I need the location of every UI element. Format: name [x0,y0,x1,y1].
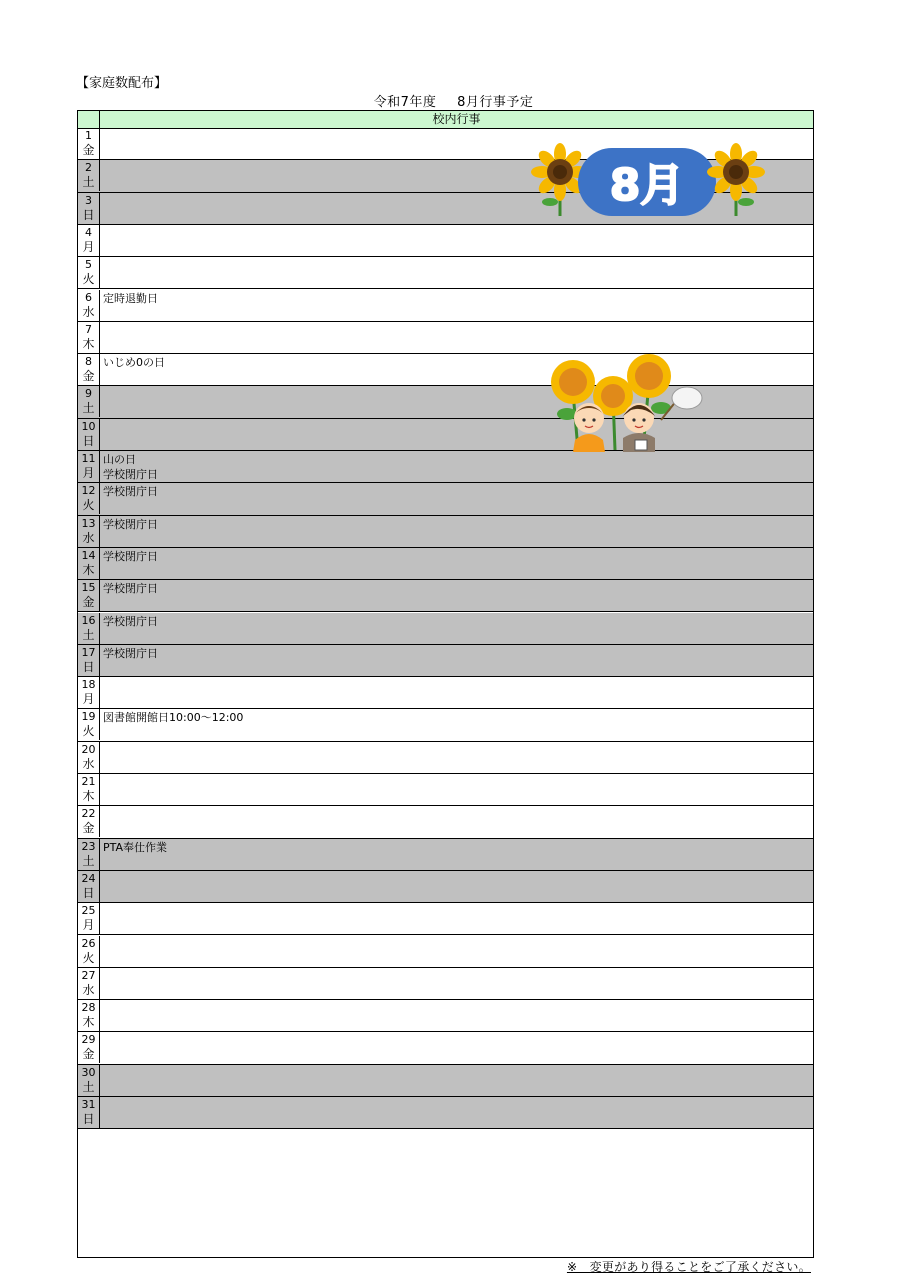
day-row [78,580,813,612]
weekday-label: 月 [82,692,95,707]
date-cell [78,645,100,676]
weekday-label: 水 [82,982,95,997]
event-cell: 学校閉庁日 [103,614,158,628]
day-row [78,871,813,903]
day-number: 2 [85,161,92,175]
day-row [78,1032,813,1064]
weekday-label: 日 [82,207,95,222]
day-number: 28 [81,1001,96,1015]
event-cell: 学校閉庁日 [103,549,158,563]
month-badge-text: 8月 [609,160,685,211]
weekday-label: 水 [82,756,95,771]
day-row [78,613,813,645]
day-row [78,483,813,515]
weekday-label: 日 [82,659,95,674]
day-row [78,290,813,322]
distribution-tag: 【家庭数配布】 [76,76,168,91]
date-cell [78,774,100,805]
date-cell [78,354,100,385]
day-number: 1 [85,129,92,142]
child-boy-icon [623,403,655,452]
day-number: 25 [81,904,96,918]
date-cell [78,548,100,579]
weekday-label: 水 [82,530,95,545]
day-row [78,257,813,289]
column-header: 校内行事 [100,111,813,128]
day-number: 7 [85,322,92,336]
weekday-label: 木 [82,1015,95,1030]
date-cell [78,322,100,353]
date-cell [78,419,100,450]
day-row [78,903,813,935]
weekday-label: 火 [82,950,95,965]
day-row [78,742,813,774]
weekday-label: 金 [82,1047,95,1062]
date-cell [78,677,100,708]
day-number: 24 [81,871,96,885]
weekday-label: 土 [82,1079,95,1094]
day-number: 22 [81,807,96,821]
event-cell: 定時退勤日 [103,291,158,305]
weekday-label: 土 [82,401,95,416]
date-cell [78,193,100,224]
event-cell: 学校閉庁日 [103,582,158,596]
day-row [78,839,813,871]
schedule-table [77,110,814,1258]
date-cell [78,483,100,514]
date-cell [78,160,100,191]
footnote: ※ 変更があり得ることをご了承ください。 [566,1260,811,1274]
day-number: 11 [81,452,96,465]
header-corner [78,111,100,128]
day-number: 18 [81,678,96,692]
event-cell: 学校閉庁日 [103,517,158,531]
schedule-heading: 8月行事予定 [457,95,534,110]
day-row [78,225,813,257]
date-cell [78,128,100,159]
weekday-label: 月 [82,239,95,254]
day-row [78,806,813,838]
day-number: 29 [81,1033,96,1047]
day-number: 10 [81,419,96,433]
day-number: 30 [81,1065,96,1079]
day-row [78,709,813,741]
weekday-label: 金 [82,821,95,836]
weekday-label: 木 [82,562,95,577]
weekday-label: 火 [82,498,95,513]
date-cell [78,386,100,417]
weekday-label: 木 [82,336,95,351]
month-badge-illustration [530,140,766,220]
day-row [78,968,813,1000]
weekday-label: 水 [82,304,95,319]
day-row [78,774,813,806]
weekday-label: 月 [82,466,95,480]
sunflower-icon [551,354,671,450]
event-cell: 山の日 学校閉庁日 [103,453,158,481]
date-cell [78,1097,100,1128]
weekday-label: 日 [82,1112,95,1126]
day-number: 15 [81,581,96,595]
day-number: 3 [85,193,92,207]
weekday-label: 土 [82,627,95,642]
day-number: 26 [81,936,96,950]
day-number: 17 [81,645,96,659]
event-cell: いじめ0の日 [103,356,165,370]
date-cell [78,1065,100,1096]
day-number: 16 [81,613,96,627]
weekday-label: 金 [82,143,95,157]
day-row [78,645,813,677]
page-title [0,91,907,110]
day-number: 8 [85,355,92,369]
weekday-label: 金 [82,369,95,384]
day-number: 20 [81,742,96,756]
child-girl-icon [573,403,605,452]
weekday-label: 月 [82,918,95,933]
date-cell [78,871,100,902]
weekday-label: 土 [82,175,95,190]
date-cell [78,742,100,773]
weekday-label: 火 [82,724,95,739]
event-cell: 学校閉庁日 [103,485,158,499]
weekday-label: 土 [82,853,95,868]
event-cell: PTA奉仕作業 [103,840,168,854]
event-cell: 図書館開館日10:00～12:00 [103,711,244,725]
day-row [78,548,813,580]
weekday-label: 金 [82,595,95,610]
day-row [78,1065,813,1097]
weekday-label: 火 [82,272,95,287]
weekday-label: 木 [82,789,95,803]
date-cell [78,580,100,611]
date-cell [78,936,100,967]
day-number: 5 [85,258,92,272]
day-row [78,1000,813,1032]
day-number: 13 [81,516,96,530]
day-row [78,322,813,354]
date-cell [78,1000,100,1031]
date-cell [78,451,100,482]
event-cell: 学校閉庁日 [103,646,158,660]
fiscal-year: 令和7年度 [373,95,437,110]
children-sunflowers-illustration [543,352,705,456]
day-number: 4 [85,225,92,239]
date-cell [78,1032,100,1063]
day-row [78,516,813,548]
day-number: 6 [85,290,92,304]
date-cell [78,225,100,256]
day-number: 14 [81,548,96,562]
day-number: 21 [81,775,96,788]
date-cell [78,613,100,644]
date-cell [78,839,100,870]
date-cell [78,709,100,740]
day-number: 19 [81,710,96,724]
day-row [78,677,813,709]
weekday-label: 日 [82,885,95,900]
date-cell [78,257,100,288]
date-cell [78,903,100,934]
weekday-label: 日 [82,433,95,448]
day-row [78,1097,813,1129]
day-number: 31 [81,1098,96,1111]
date-cell [78,968,100,999]
day-number: 23 [81,839,96,853]
date-cell [78,516,100,547]
day-number: 9 [85,387,92,401]
day-number: 27 [81,968,96,982]
date-cell [78,806,100,837]
day-number: 12 [81,484,96,498]
date-cell [78,290,100,321]
table-header [78,111,813,129]
day-row [78,936,813,968]
